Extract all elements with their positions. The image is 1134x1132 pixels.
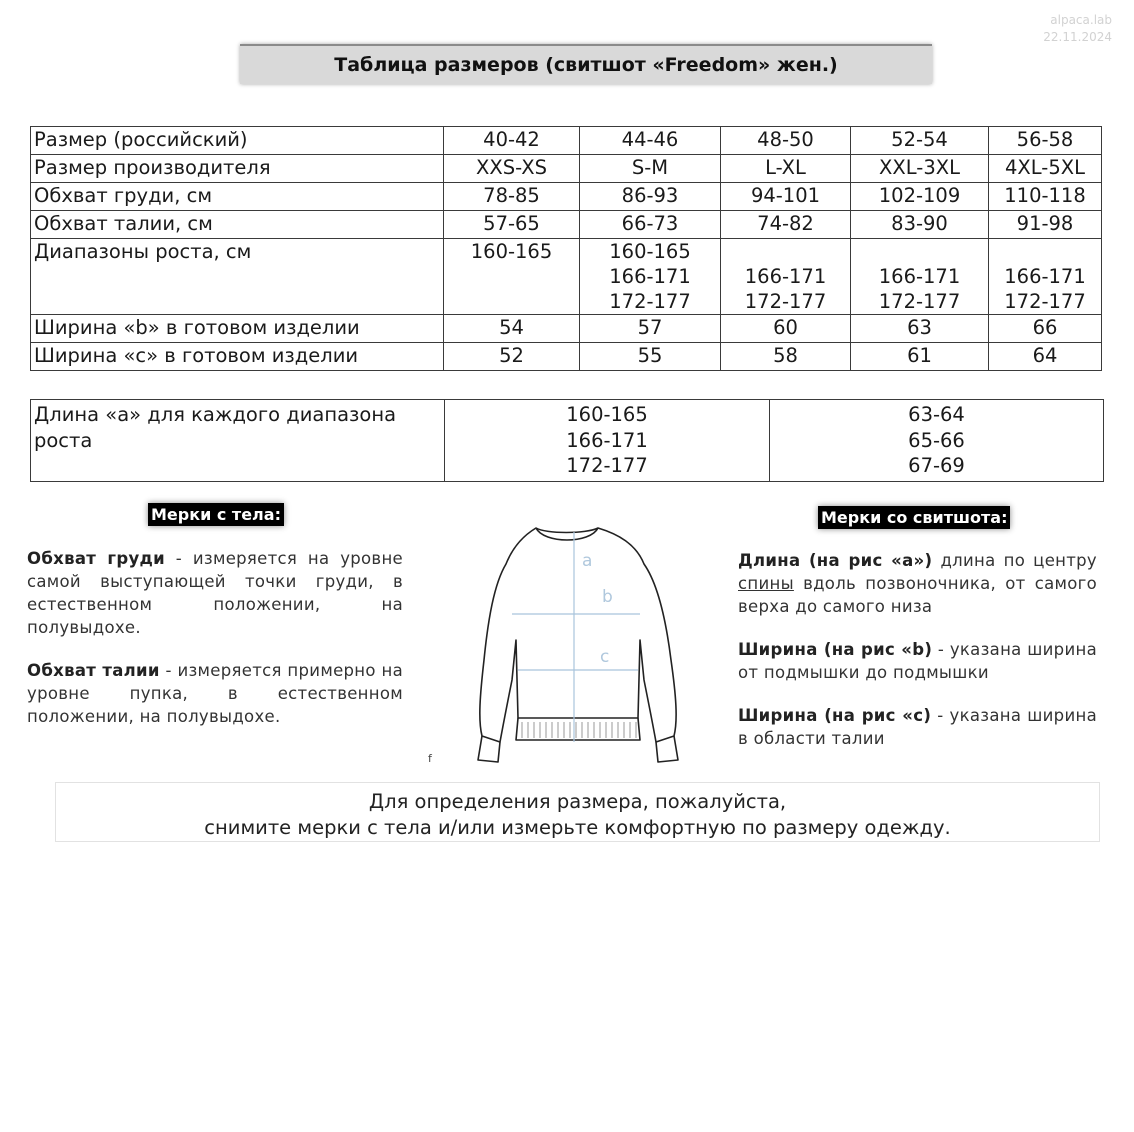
length-value-1: 63-64 [908, 403, 965, 426]
cell-line: 166-171 [744, 265, 827, 288]
right-cuff [656, 736, 678, 762]
table-cell: XXL-3XL [851, 155, 989, 183]
length-value-3: 67-69 [908, 454, 965, 477]
width-b-paragraph [738, 638, 1097, 684]
row-label: Ширина «c» в готовом изделии [31, 343, 444, 371]
table-row [31, 155, 1102, 183]
table-cell: 52 [444, 343, 580, 371]
sweatshirt-diagram [426, 520, 708, 770]
table-cell: 54 [444, 315, 580, 343]
cell-line: 166-171 [609, 265, 691, 288]
table-row [31, 239, 1102, 315]
row-label: Диапазоны роста, см [31, 239, 444, 315]
row-label: Обхват груди, см [31, 183, 444, 211]
table-cell: XXS-XS [444, 155, 580, 183]
table-cell: 102-109 [851, 183, 989, 211]
table-cell: 55 [580, 343, 721, 371]
width-c-term: Ширина (на рис «c) [738, 706, 932, 725]
table-cell: 91-98 [989, 211, 1102, 239]
length-height-3: 172-177 [566, 454, 648, 477]
length-description-underlined: спины [738, 574, 794, 593]
table-cell: L-XL [721, 155, 851, 183]
table-cell: 66 [989, 315, 1102, 343]
table-cell [851, 239, 989, 315]
table-cell [444, 239, 580, 315]
cell-line: 160-165 [470, 240, 553, 263]
table-row [31, 315, 1102, 343]
table-cell [721, 239, 851, 315]
table-cell: 52-54 [851, 127, 989, 155]
cell-line: 166-171 [878, 265, 961, 288]
watermark-date: 22.11.2024 [1043, 30, 1112, 44]
page-title: Таблица размеров (свитшот «Freedom» жен.) [240, 44, 932, 84]
table-cell: 63 [851, 315, 989, 343]
sweatshirt-neckline [536, 528, 598, 540]
table-cell: 74-82 [721, 211, 851, 239]
table-cell: 57 [580, 315, 721, 343]
length-term: Длина (на рис «a») [738, 551, 933, 570]
note-line-1: Для определения размера, пожалуйста, [368, 790, 787, 813]
length-height-1: 160-165 [566, 403, 648, 426]
body-measures-heading: Мерки с тела: [148, 503, 284, 526]
cell-line: 172-177 [609, 290, 691, 313]
diagram-footnote: f [428, 752, 432, 765]
sweatshirt-body-outline [480, 528, 676, 742]
width-b-description: - указана ширина от подмышки до подмышки [738, 640, 1097, 682]
watermark [1043, 12, 1112, 46]
garment-measures-text [738, 549, 1097, 770]
table-cell: 78-85 [444, 183, 580, 211]
garment-measures-heading: Мерки со свитшота: [818, 506, 1010, 529]
body-measures-text [27, 547, 403, 748]
label-b: b [602, 587, 613, 607]
note-line-2: снимите мерки с тела и/или измерьте комфортную по размеру одежду. [204, 816, 951, 839]
table-cell [989, 239, 1102, 315]
table-cell: 4XL-5XL [989, 155, 1102, 183]
row-label: Размер производителя [31, 155, 444, 183]
table-row [31, 211, 1102, 239]
label-a: a [582, 551, 593, 571]
table-cell: 48-50 [721, 127, 851, 155]
table-cell: 40-42 [444, 127, 580, 155]
length-table [30, 399, 1104, 482]
table-row [31, 127, 1102, 155]
chest-paragraph [27, 547, 403, 639]
row-label: Размер (российский) [31, 127, 444, 155]
cell-line: 166-171 [1004, 265, 1086, 288]
waist-term: Обхват талии [27, 661, 160, 680]
length-heights [445, 400, 770, 482]
table-cell: S-M [580, 155, 721, 183]
table-cell: 110-118 [989, 183, 1102, 211]
length-row [31, 400, 1104, 482]
row-label: Обхват талии, см [31, 211, 444, 239]
size-table [30, 126, 1102, 371]
table-cell: 56-58 [989, 127, 1102, 155]
left-cuff [478, 736, 500, 762]
chest-term: Обхват груди [27, 549, 165, 568]
table-cell: 64 [989, 343, 1102, 371]
table-cell: 57-65 [444, 211, 580, 239]
table-row [31, 343, 1102, 371]
length-height-2: 166-171 [566, 428, 648, 452]
waist-description: - измеряется примерно на уровне пупка, в естественном положении, на полувыдохе. [27, 661, 403, 726]
length-value-2: 65-66 [908, 428, 965, 452]
table-cell: 94-101 [721, 183, 851, 211]
watermark-brand: alpaca.lab [1050, 13, 1112, 27]
table-cell: 66-73 [580, 211, 721, 239]
cell-line: 160-165 [609, 240, 691, 263]
note-box [55, 782, 1100, 842]
table-cell [580, 239, 721, 315]
table-cell: 61 [851, 343, 989, 371]
length-description-1: длина по центру [932, 551, 1097, 570]
length-paragraph [738, 549, 1097, 618]
width-b-term: Ширина (на рис «b) [738, 640, 933, 659]
waist-paragraph [27, 659, 403, 728]
table-cell: 86-93 [580, 183, 721, 211]
row-label: Ширина «b» в готовом изделии [31, 315, 444, 343]
cell-line: 172-177 [1004, 290, 1086, 313]
table-cell: 58 [721, 343, 851, 371]
table-cell: 44-46 [580, 127, 721, 155]
sweatshirt-hem [516, 718, 640, 740]
cell-line: 172-177 [878, 290, 961, 313]
width-c-paragraph [738, 704, 1097, 750]
length-description-2: вдоль позвоночника, от самого верха до самого низа [738, 574, 1097, 616]
cell-line [992, 239, 1098, 264]
cell-line [854, 239, 985, 264]
chest-description: - измеряется на уровне самой выступающей точки груди, в естественном положении, на полувыдохе. [27, 549, 403, 637]
label-c: c [600, 647, 610, 667]
table-cell: 60 [721, 315, 851, 343]
cell-line [724, 239, 847, 264]
table-row [31, 183, 1102, 211]
table-cell: 83-90 [851, 211, 989, 239]
length-values [770, 400, 1104, 482]
cell-line: 172-177 [744, 290, 827, 313]
width-c-description: - указана ширина в области талии [738, 706, 1097, 748]
length-label: Длина «a» для каждого диапазона роста [31, 400, 445, 482]
